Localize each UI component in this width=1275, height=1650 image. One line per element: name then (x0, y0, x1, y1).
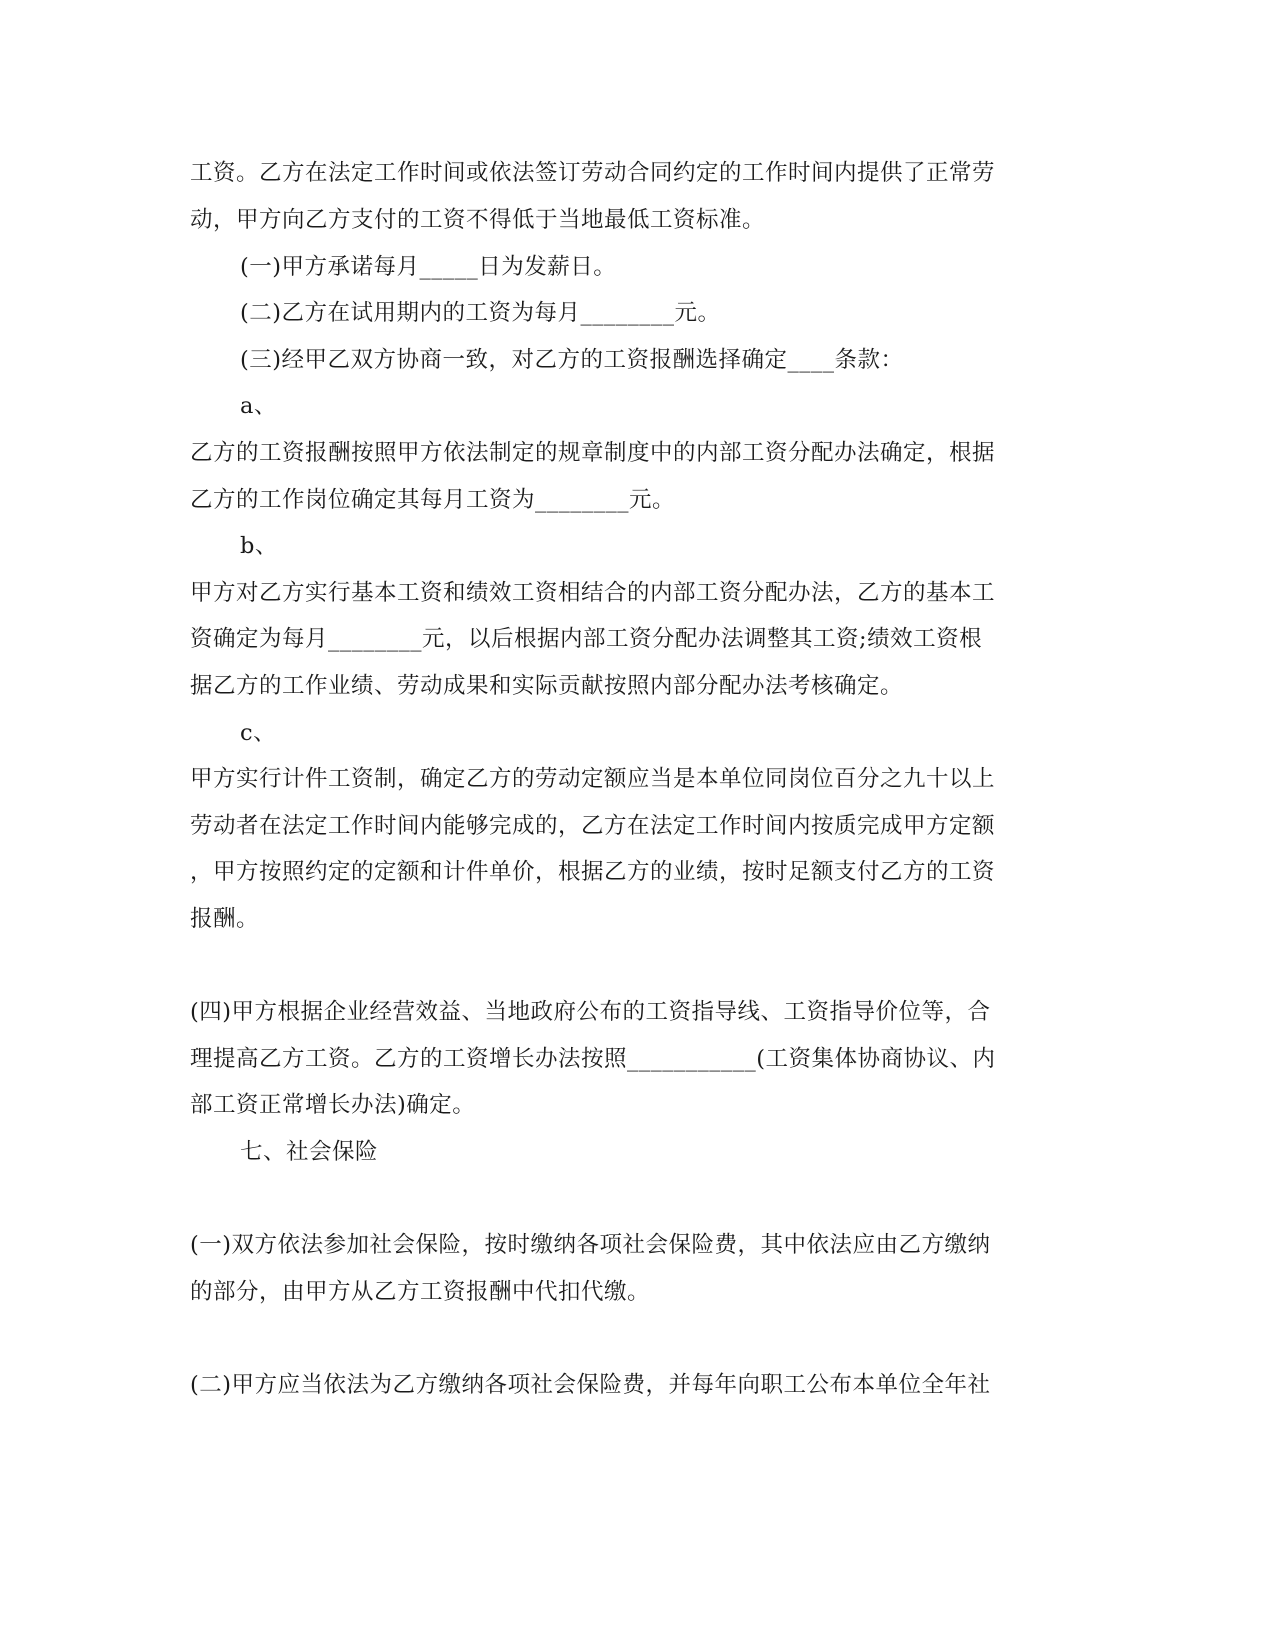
option-label-a: a、 (240, 393, 277, 419)
clause-probation-wage: (二)乙方在试用期内的工资为每月________元。 (240, 300, 721, 326)
text-line: 据乙方的工作业绩、劳动成果和实际贡献按照内部分配办法考核确定。 (190, 673, 904, 699)
text-line: 部工资正常增长办法)确定。 (190, 1092, 476, 1118)
section-heading-social-insurance: 七、社会保险 (240, 1139, 379, 1165)
option-label-b: b、 (240, 533, 278, 559)
option-label-c: c、 (240, 720, 277, 746)
clause-insurance-1: (一)双方依法参加社会保险，按时缴纳各项社会保险费，其中依法应由乙方缴纳 (190, 1232, 991, 1258)
text-line: 理提高乙方工资。乙方的工资增长办法按照___________(工资集体协商协议、内 (190, 1046, 996, 1072)
text-line: ，甲方按照约定的定额和计件单价，根据乙方的业绩，按时足额支付乙方的工资 (190, 859, 996, 885)
text-line: 动，甲方向乙方支付的工资不得低于当地最低工资标准。 (190, 207, 766, 233)
text-line: 乙方的工资报酬按照甲方依法制定的规章制度中的内部工资分配办法确定，根据 (190, 440, 996, 466)
text-line: 劳动者在法定工作时间内能够完成的，乙方在法定工作时间内按质完成甲方定额 (190, 813, 996, 839)
clause-insurance-2: (二)甲方应当依法为乙方缴纳各项社会保险费，并每年向职工公布本单位全年社 (190, 1372, 991, 1398)
text-line: 乙方的工作岗位确定其每月工资为________元。 (190, 487, 676, 513)
text-line: 资确定为每月________元，以后根据内部工资分配办法调整其工资;绩效工资根 (190, 626, 983, 652)
clause-pay-day: (一)甲方承诺每月_____日为发薪日。 (240, 254, 617, 280)
text-line: 甲方对乙方实行基本工资和绩效工资相结合的内部工资分配办法，乙方的基本工 (190, 580, 996, 606)
text-line: 甲方实行计件工资制，确定乙方的劳动定额应当是本单位同岗位百分之九十以上 (190, 766, 996, 792)
clause-wage-option: (三)经甲乙双方协商一致，对乙方的工资报酬选择确定____条款： (240, 347, 904, 373)
clause-wage-increase: (四)甲方根据企业经营效益、当地政府公布的工资指导线、工资指导价位等，合 (190, 999, 991, 1025)
text-line: 工资。乙方在法定工作时间或依法签订劳动合同约定的工作时间内提供了正常劳 (190, 160, 996, 186)
text-line: 报酬。 (190, 906, 260, 932)
text-line: 的部分，由甲方从乙方工资报酬中代扣代缴。 (190, 1279, 651, 1305)
